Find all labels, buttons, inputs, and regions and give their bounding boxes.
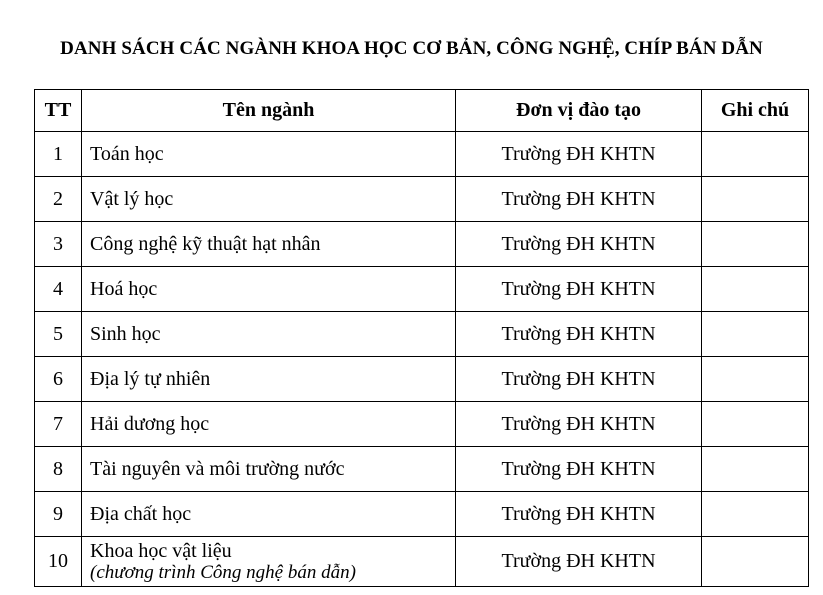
table-row: [35, 402, 809, 447]
program-name: Công nghệ kỹ thuật hạt nhân: [82, 222, 456, 267]
note-cell: [702, 222, 809, 267]
training-unit: Trường ĐH KHTN: [456, 492, 702, 537]
training-unit: Trường ĐH KHTN: [456, 447, 702, 492]
program-subname: (chương trình Công nghệ bán dẫn): [90, 561, 356, 583]
program-name: Vật lý học: [82, 177, 456, 222]
program-name: Hoá học: [82, 267, 456, 312]
note-cell: [702, 492, 809, 537]
page-title: DANH SÁCH CÁC NGÀNH KHOA HỌC CƠ BẢN, CÔNG NGHỆ, CHÍP BÁN DẪN: [60, 38, 763, 59]
program-name: Tài nguyên và môi trường nước: [82, 447, 456, 492]
row-number: 7: [35, 402, 82, 447]
programs-table: [34, 89, 809, 587]
table-row: [35, 267, 809, 312]
row-number: 5: [35, 312, 82, 357]
row-number: 2: [35, 177, 82, 222]
row-number: 10: [35, 537, 82, 587]
note-cell: [702, 177, 809, 222]
note-cell: [702, 312, 809, 357]
row-number: 1: [35, 132, 82, 177]
table-row: [35, 537, 809, 587]
row-number: 9: [35, 492, 82, 537]
program-name: Hải dương học: [82, 402, 456, 447]
note-cell: [702, 447, 809, 492]
program-name: Sinh học: [82, 312, 456, 357]
note-cell: [702, 267, 809, 312]
training-unit: Trường ĐH KHTN: [456, 267, 702, 312]
program-name-cell: [82, 537, 456, 587]
table-row: [35, 132, 809, 177]
training-unit: Trường ĐH KHTN: [456, 177, 702, 222]
note-cell: [702, 132, 809, 177]
table-row: [35, 447, 809, 492]
training-unit: Trường ĐH KHTN: [456, 537, 702, 587]
note-cell: [702, 537, 809, 587]
row-number: 6: [35, 357, 82, 402]
header-name: Tên ngành: [82, 90, 456, 132]
table-row: [35, 177, 809, 222]
row-number: 4: [35, 267, 82, 312]
program-name: Địa chất học: [82, 492, 456, 537]
program-name: Khoa học vật liệu: [90, 539, 232, 562]
training-unit: Trường ĐH KHTN: [456, 312, 702, 357]
note-cell: [702, 402, 809, 447]
training-unit: Trường ĐH KHTN: [456, 222, 702, 267]
training-unit: Trường ĐH KHTN: [456, 402, 702, 447]
header-note: Ghi chú: [702, 90, 809, 132]
table-row: [35, 312, 809, 357]
table-row: [35, 492, 809, 537]
note-cell: [702, 357, 809, 402]
row-number: 8: [35, 447, 82, 492]
table-row: [35, 222, 809, 267]
header-unit: Đơn vị đào tạo: [456, 90, 702, 132]
row-number: 3: [35, 222, 82, 267]
program-name: Địa lý tự nhiên: [82, 357, 456, 402]
table-header-row: [35, 90, 809, 132]
table-row: [35, 357, 809, 402]
header-tt: TT: [35, 90, 82, 132]
training-unit: Trường ĐH KHTN: [456, 132, 702, 177]
program-name: Toán học: [82, 132, 456, 177]
training-unit: Trường ĐH KHTN: [456, 357, 702, 402]
